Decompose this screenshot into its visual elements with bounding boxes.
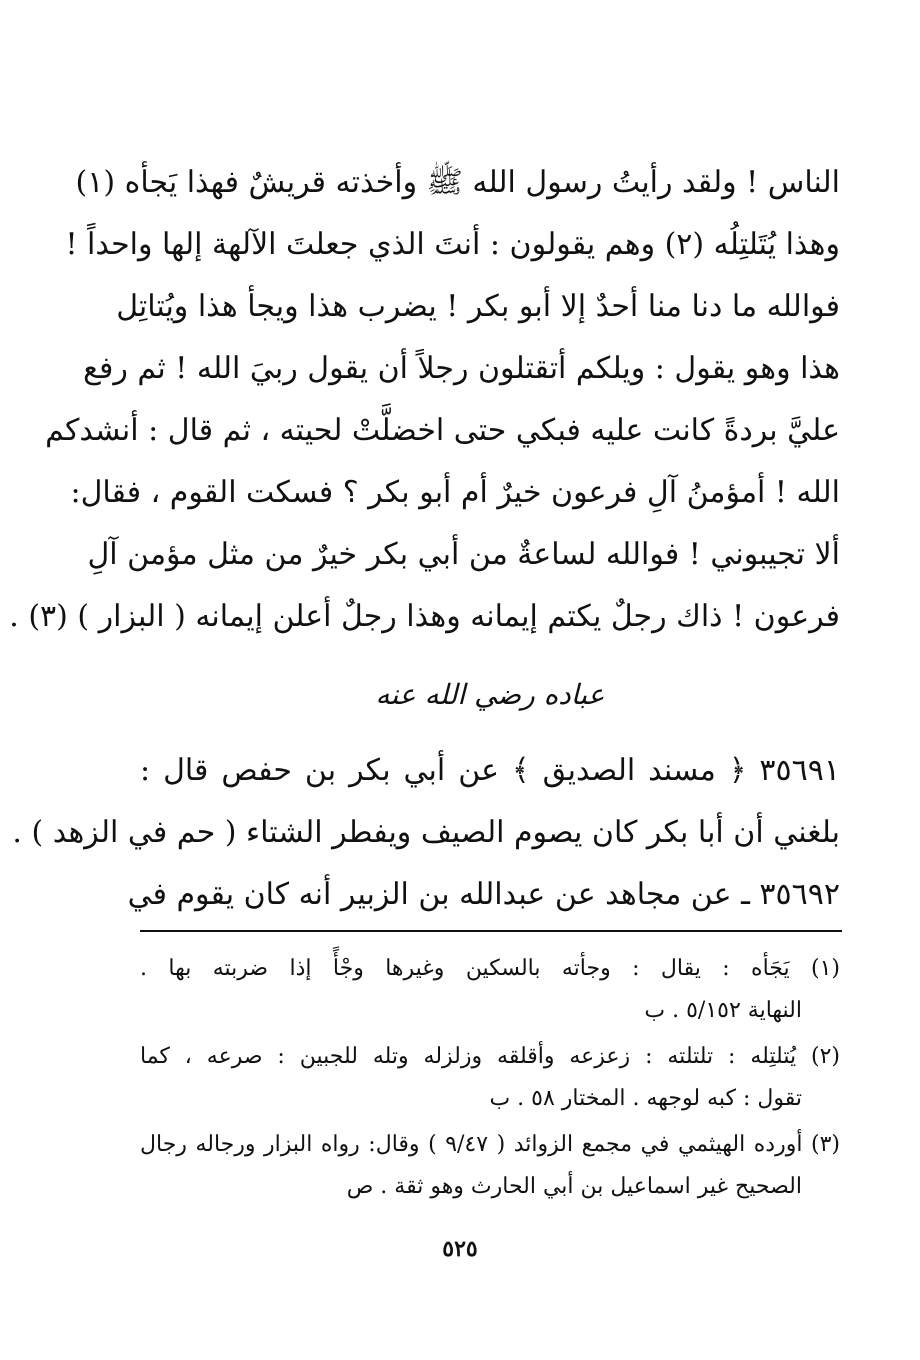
text-line: وهذا يُتَلتِلُه (٢) وهم يقولون : أنتَ الذي جعلتَ الآلهة إلها واحداً !: [65, 227, 840, 262]
hadith-line: بلغني أن أبا بكر كان يصوم الصيف ويفطر الشتاء ( حم في الزهد ) .: [12, 815, 840, 850]
text-line: الناس ! ولقد رأيتُ رسول الله ﷺ وأخذته قريشٌ فهذا يَجأه (١): [75, 165, 840, 200]
footnote-line: الصحيح غير اسماعيل بن أبي الحارث وهو ثقة . ص: [346, 1174, 802, 1199]
footnote-line: (٢) يُتلتِله : تلتلته : زعزعه وأقلقه وزلزله وتله للجبين : صرعه ، كما: [140, 1044, 840, 1069]
footnotes: [140, 948, 840, 1212]
text-line: عليَّ بردةً كانت عليه فبكي حتى اخضلَّتْ لحيته ، ثم قال : أنشدكم: [45, 413, 840, 448]
footnote-2: [140, 1036, 840, 1120]
text-line: الله ! أمؤمنُ آلِ فرعون خيرٌ أم أبو بكر ؟ فسكت القوم ، فقال:: [70, 475, 840, 510]
hadith-line: ٣٥٦٩٢ ـ عن مجاهد عن عبدالله بن الزبير أنه كان يقوم في: [127, 877, 840, 912]
text-line: فرعون ! ذاك رجلٌ يكتم إيمانه وهذا رجلٌ أعلن إيمانه ( البزار ) (٣) .: [9, 599, 840, 634]
footnote-1: [140, 948, 840, 1032]
footnote-line: (١) يَجَأه : يقال : وجأته بالسكين وغيرها وجْأً إذا ضربته بها .: [140, 956, 840, 981]
main-text: [9, 152, 840, 648]
footnote-line: (٣) أورده الهيثمي في مجمع الزوائد ( ٩/٤٧ ) وقال: رواه البزار ورجاله رجال: [140, 1132, 840, 1157]
text-line: ألا تجيبوني ! فوالله لساعةٌ من أبي بكر خيرٌ من مثل مؤمن آلِ: [87, 537, 840, 572]
section-heading: عباده رضي الله عنه: [375, 678, 605, 711]
footnote-divider: [140, 930, 842, 932]
footnote-3: [140, 1124, 840, 1208]
text-line: فوالله ما دنا منا أحدٌ إلا أبو بكر ! يضرب هذا ويجأ هذا ويُتاتِل: [116, 289, 840, 324]
footnote-line: النهاية ٥/١٥٢ . ب: [644, 998, 802, 1023]
hadith-line: ٣٥٦٩١ ﴿ مسند الصديق ﴾ عن أبي بكر بن حفص قال :: [140, 753, 840, 788]
footnote-line: تقول : كبه لوجهه . المختار ٥٨ . ب: [489, 1086, 802, 1111]
text-line: هذا وهو يقول : ويلكم أتقتلون رجلاً أن يقول ربيَ الله ! ثم رفع: [83, 351, 840, 386]
hadith-block: [12, 740, 840, 926]
page-number: ٥٢٥: [442, 1236, 478, 1262]
